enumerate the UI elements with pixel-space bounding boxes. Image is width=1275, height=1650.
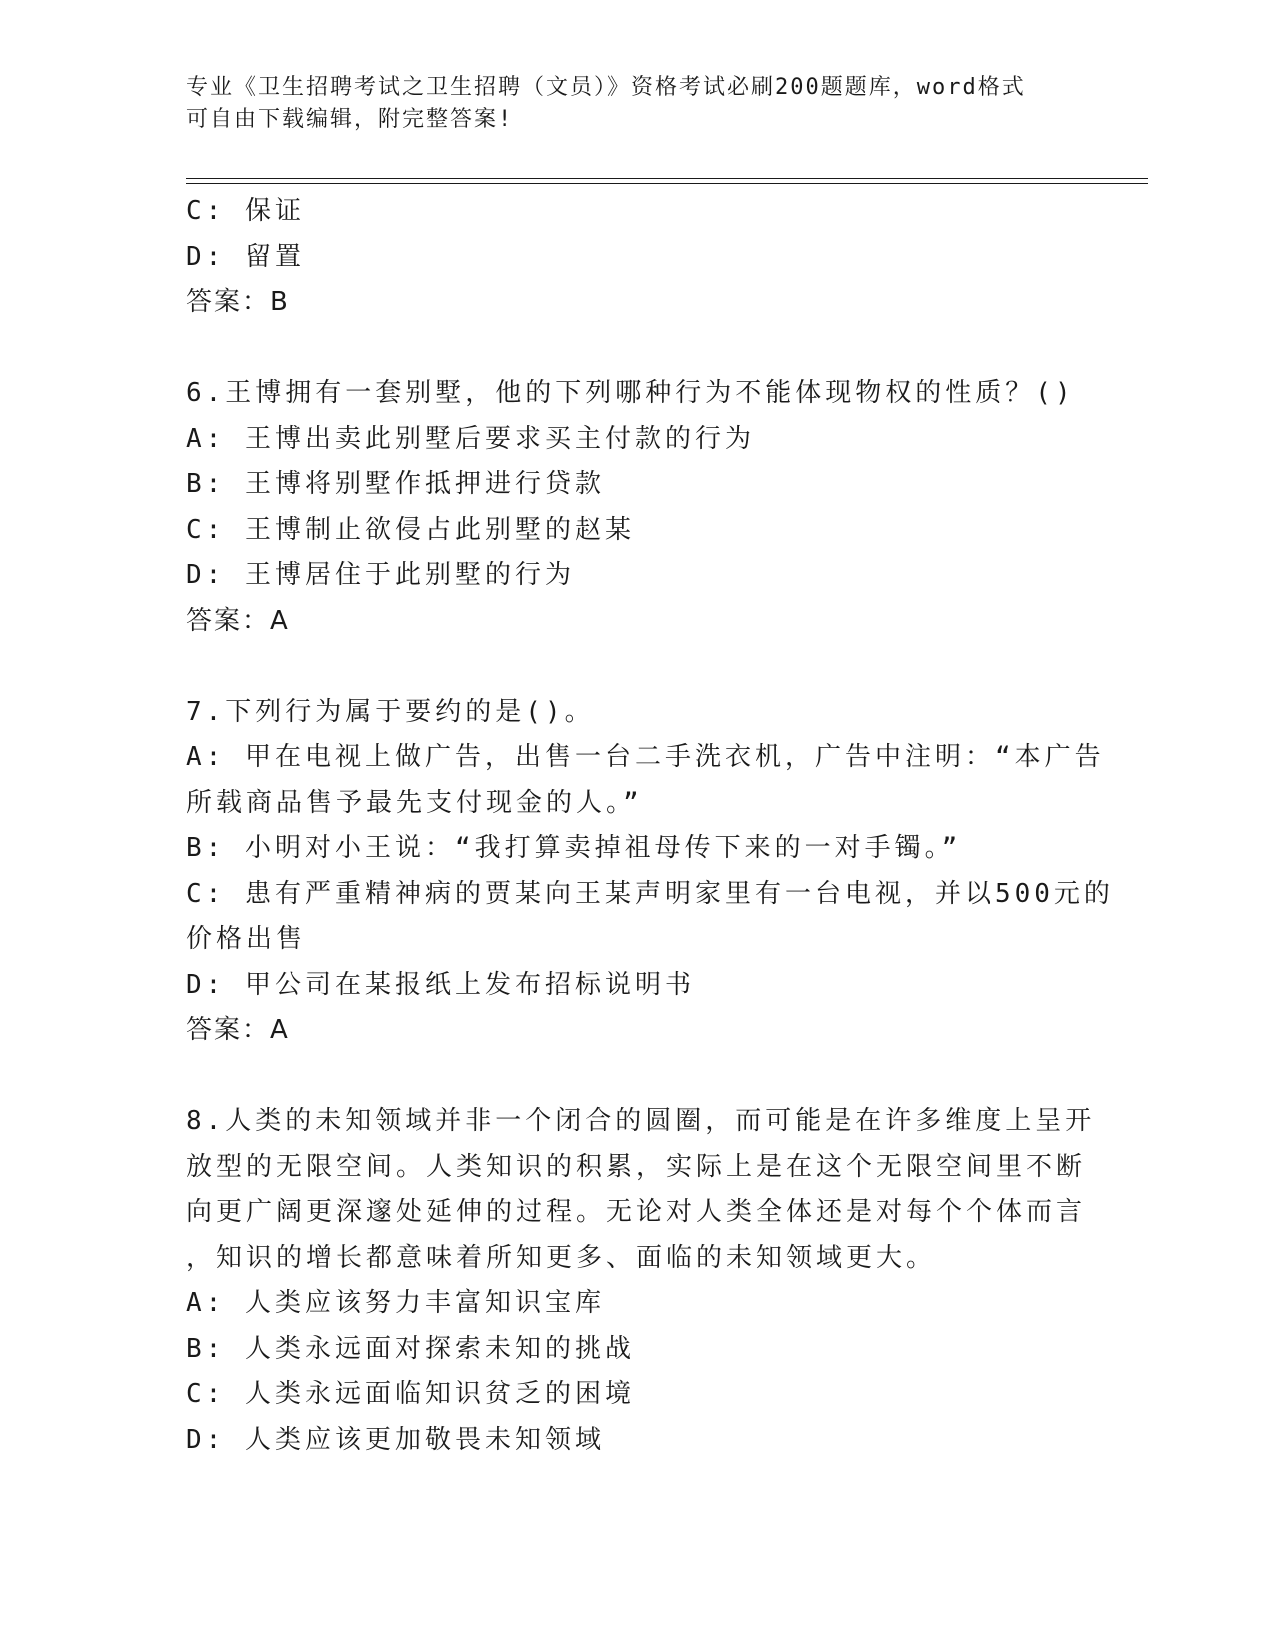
option-d: D: 甲公司在某报纸上发布招标说明书: [186, 969, 695, 1000]
option-b: B: 人类永远面对探索未知的挑战: [186, 1333, 635, 1364]
option-d: D: 留置: [186, 241, 305, 272]
question-block-8: [186, 1099, 1096, 1463]
option-a: A: 甲在电视上做广告，出售一台二手洗衣机，广告中注明：“本广告: [186, 742, 1105, 772]
option-c: C: 王博制止欲侵占此别墅的赵某: [186, 514, 635, 545]
option-c-continued: 价格出售: [186, 924, 307, 954]
question-block-6: [186, 371, 1086, 644]
question-block-7: [186, 690, 1114, 1054]
header-title-line-2: 可自由下载编辑，附完整答案!: [186, 107, 514, 132]
spacer: [186, 1054, 1086, 1100]
answer-line: 答案：A: [186, 605, 290, 636]
question-stem-line-3: 向更广阔更深邃处延伸的过程。无论对人类全体还是对每个个体而言: [186, 1197, 1087, 1227]
option-c: C: 保证: [186, 196, 305, 226]
option-a: A: 人类应该努力丰富知识宝库: [186, 1288, 605, 1318]
option-a-continued: 所载商品售予最先支付现金的人。”: [186, 787, 643, 818]
question-stem-line-1: 8.人类的未知领域并非一个闭合的圆圈，而可能是在许多维度上呈开: [186, 1106, 1096, 1136]
answer-line: 答案：B: [186, 287, 290, 317]
option-d: D: 王博居住于此别墅的行为: [186, 560, 575, 590]
header-divider-bottom: [186, 183, 1148, 184]
option-a: A: 王博出卖此别墅后要求买主付款的行为: [186, 423, 755, 454]
document-header: [186, 72, 1066, 136]
option-d: D: 人类应该更加敬畏未知领域: [186, 1424, 605, 1455]
question-stem: 7.下列行为属于要约的是()。: [186, 696, 595, 727]
spacer: [186, 326, 1086, 372]
question-stem-line-4: ，知识的增长都意味着所知更多、面临的未知领域更大。: [186, 1242, 937, 1273]
header-title-line-1: 专业《卫生招聘考试之卫生招聘（文员）》资格考试必刷200题题库，word格式: [186, 75, 1026, 100]
option-c: C: 人类永远面临知识贫乏的困境: [186, 1379, 635, 1409]
option-c: C: 患有严重精神病的贾某向王某声明家里有一台电视，并以500元的: [186, 878, 1114, 909]
answer-line: 答案：A: [186, 1015, 290, 1045]
question-stem-line-2: 放型的无限空间。人类知识的积累，实际上是在这个无限空间里不断: [186, 1151, 1087, 1182]
option-b: B: 小明对小王说：“我打算卖掉祖母传下来的一对手镯。”: [186, 833, 962, 863]
header-divider-top: [186, 178, 1148, 179]
question-content: [186, 189, 1114, 1463]
question-block-5-continued: [186, 189, 1086, 326]
spacer: [186, 644, 1086, 690]
question-stem: 6.王博拥有一套别墅，他的下列哪种行为不能体现物权的性质？(): [186, 378, 1075, 408]
option-b: B: 王博将别墅作抵押进行贷款: [186, 469, 605, 499]
